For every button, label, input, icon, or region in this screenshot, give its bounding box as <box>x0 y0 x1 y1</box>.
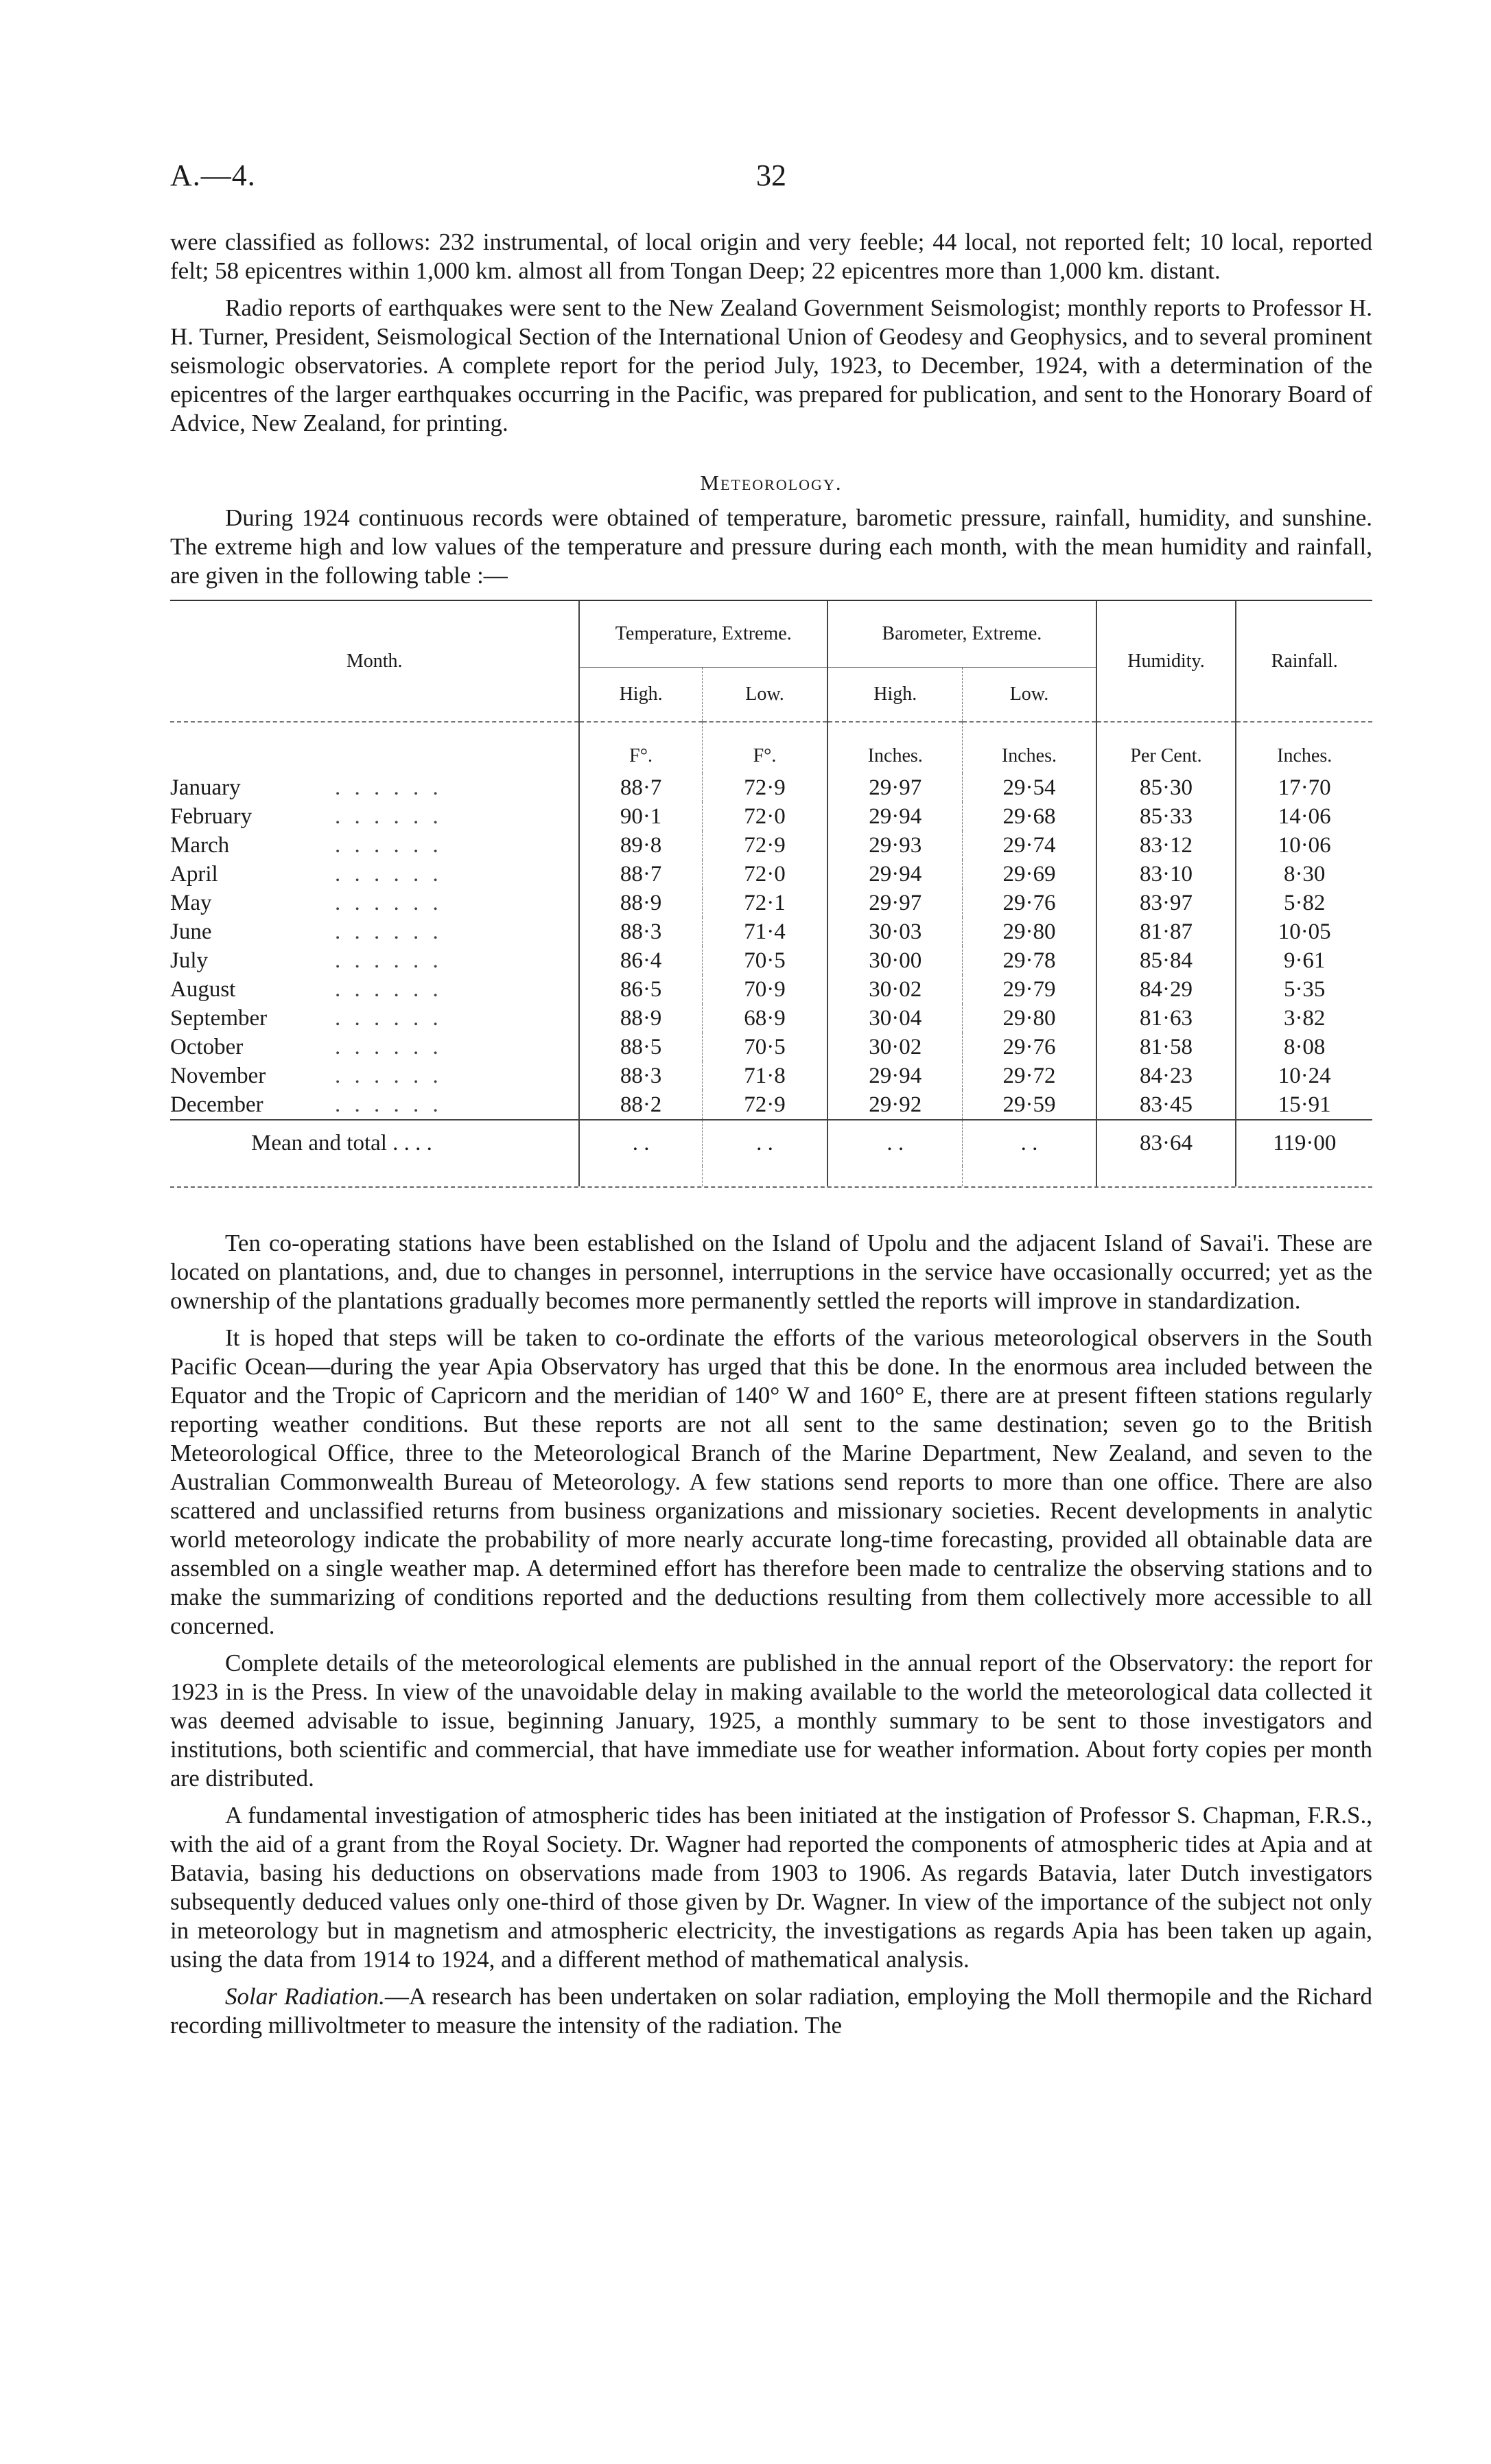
month-name: October <box>170 1035 244 1059</box>
cell-humidity: 84·23 <box>1096 1061 1236 1090</box>
paragraph-atmospheric-tides: A fundamental investigation of atmospheric tides has been initiated at the instigation of Professor S. Chapman, F.R.S., with the aid of a grant from the Royal Society. Dr. Wagner had reported the components of atmospheric tides at Apia and at Batavia, basing his deductions on observations made from 1903 to 1906. As regards Batavia, later Dutch investigators subsequently deduced values only one-third of those given by Dr. Wagner. In view of the importance of the subject not only in meteorology but in magnetism and atmospheric electricity, the investigations as regards Apia has been taken up again, using the data from 1914 to 1924, and a different method of mathematical analysis. <box>170 1802 1372 1973</box>
cell-baro-high: 29·94 <box>827 802 963 831</box>
cell-baro-high: 29·97 <box>827 889 963 917</box>
cell-temp-high: 88·7 <box>579 773 702 802</box>
leader-dots: . . . . . . <box>335 1092 443 1117</box>
leader-dots: . . . . . . <box>335 833 443 858</box>
cell-temp-high: 88·5 <box>579 1033 702 1061</box>
header-baro-low: Low. <box>963 668 1096 723</box>
month-name: May <box>170 891 212 915</box>
header-rainfall: Rainfall. <box>1236 601 1372 722</box>
cell-rainfall: 5·35 <box>1236 975 1372 1004</box>
cell-temp-low: 72·9 <box>702 831 827 860</box>
paragraph-coordinate-observers: It is hoped that steps will be taken to co-ordinate the efforts of the various meteorological observers in the South Pacific Ocean—during the year Apia Observatory has urged that this be done. In the enormous area included between the Equator and the Tropic of Capricorn and the meridian of 140° W and 160° E, there are at present fifteen stations regularly reporting weather conditions. But these reports are not all sent to the same destination; seven go to the British Meteorological Office, three to the Meteorological Branch of the Marine Department, New Zealand, and seven to the Australian Commonwealth Bureau of Meteorology. A few stations send reports to more than one office. There are also scattered and unclassified returns from business organizations and missionary societies. Recent developments in analytic world meteorology indicate the probability of more nearly accurate long-time forecasting, provided all obtainable data are assembled on a single weather map. A determined effort has therefore been made to centralize the observing stations and to make the summarizing of conditions reported and the deductions resulting from them collectively more accessible to all concerned. <box>170 1324 1372 1639</box>
month-name: June <box>170 919 212 944</box>
cell-humidity: 85·30 <box>1096 773 1236 802</box>
cell-temp-low: 72·1 <box>702 889 827 917</box>
unit-temp-low: F°. <box>702 722 827 773</box>
cell-baro-low: 29·68 <box>963 802 1096 831</box>
cell-temp-high: 86·5 <box>579 975 702 1004</box>
cell-baro-high: 30·02 <box>827 975 963 1004</box>
cell-temp-low: 72·9 <box>702 773 827 802</box>
cell-humidity: 84·29 <box>1096 975 1236 1004</box>
mean-temp-high: . . <box>579 1120 702 1166</box>
cell-rainfall: 8·30 <box>1236 860 1372 889</box>
cell-baro-low: 29·59 <box>963 1090 1096 1120</box>
month-name: August <box>170 977 236 1002</box>
cell-rainfall: 5·82 <box>1236 889 1372 917</box>
table-row <box>170 1090 1372 1120</box>
leader-dots: . . . . . . <box>335 1064 443 1088</box>
cell-baro-high: 29·94 <box>827 1061 963 1090</box>
cell-rainfall: 3·82 <box>1236 1004 1372 1033</box>
cell-baro-high: 29·93 <box>827 831 963 860</box>
cell-baro-high: 29·94 <box>827 860 963 889</box>
month-name: November <box>170 1064 266 1088</box>
leader-dots: . . . . . . <box>335 862 443 887</box>
unit-rainfall: Inches. <box>1236 722 1372 773</box>
mean-total-row <box>170 1120 1372 1166</box>
cell-humidity: 81·58 <box>1096 1033 1236 1061</box>
table-row <box>170 975 1372 1004</box>
cell-temp-high: 86·4 <box>579 946 702 975</box>
month-name: April <box>170 862 218 887</box>
cell-temp-high: 88·3 <box>579 917 702 946</box>
cell-temp-low: 71·8 <box>702 1061 827 1090</box>
header-month: Month. <box>170 601 579 722</box>
leader-dots: . . . . . . <box>335 804 443 829</box>
table-row <box>170 773 1372 802</box>
paragraph-cooperating-stations: Ten co-operating stations have been established on the Island of Upolu and the adjacent Island of Savai'i. These are located on plantations, and, due to changes in personnel, interruptions in the service have occasionally occurred; yet as the ownership of the plantations gradually becomes more permanently settled the reports will improve in standardization. <box>170 1230 1372 1314</box>
cell-humidity: 81·87 <box>1096 917 1236 946</box>
cell-temp-low: 72·9 <box>702 1090 827 1120</box>
cell-temp-low: 71·4 <box>702 917 827 946</box>
month-name: March <box>170 833 230 858</box>
table-row <box>170 802 1372 831</box>
cell-rainfall: 10·06 <box>1236 831 1372 860</box>
paragraph-complete-details: Complete details of the meteorological elements are published in the annual report of the Observatory: the report for 1923 in is the Press. In view of the unavoidable delay in making available to the world the meteorological data collected it was deemed advisable to issue, beginning January, 1925, a monthly summary to be sent to those investigators and institutions, both scientific and commercial, that have immediate use for weather information. About forty copies per month are distributed. <box>170 1650 1372 1792</box>
cell-temp-high: 88·2 <box>579 1090 702 1120</box>
mean-baro-high: . . <box>827 1120 963 1166</box>
header-temperature-extreme: Temperature, Extreme. <box>579 601 827 668</box>
meteorology-table <box>170 601 1372 1186</box>
cell-humidity: 83·10 <box>1096 860 1236 889</box>
cell-baro-low: 29·76 <box>963 1033 1096 1061</box>
cell-baro-high: 29·97 <box>827 773 963 802</box>
leader-dots: . . . . . . <box>335 1006 443 1031</box>
month-name: December <box>170 1092 263 1117</box>
cell-baro-low: 29·79 <box>963 975 1096 1004</box>
cell-baro-high: 30·02 <box>827 1033 963 1061</box>
cell-temp-low: 72·0 <box>702 802 827 831</box>
cell-baro-high: 29·92 <box>827 1090 963 1120</box>
mean-baro-low: . . <box>963 1120 1096 1166</box>
cell-rainfall: 17·70 <box>1236 773 1372 802</box>
leader-dots: . . . . . . <box>335 891 443 915</box>
cell-temp-low: 68·9 <box>702 1004 827 1033</box>
leader-dots: . . . . . . <box>335 948 443 973</box>
mean-temp-low: . . <box>702 1120 827 1166</box>
cell-humidity: 85·33 <box>1096 802 1236 831</box>
month-name: July <box>170 948 209 973</box>
paragraph-earthquake-classification: were classified as follows: 232 instrumental, of local origin and very feeble; 44 local, not reported felt; 10 local, reported felt; 58 epicentres within 1,000 km. almost all from Tongan Deep; 22 epicentres more than 1,000 km. distant. <box>170 228 1372 284</box>
cell-humidity: 83·97 <box>1096 889 1236 917</box>
cell-baro-low: 29·76 <box>963 889 1096 917</box>
unit-temp-high: F°. <box>579 722 702 773</box>
header-humidity: Humidity. <box>1096 601 1236 722</box>
cell-temp-high: 88·9 <box>579 889 702 917</box>
leader-dots: . . . . . . <box>335 977 443 1002</box>
cell-baro-high: 30·00 <box>827 946 963 975</box>
units-row <box>170 722 1372 773</box>
cell-rainfall: 10·05 <box>1236 917 1372 946</box>
section-heading-meteorology: Meteorology. <box>700 471 843 495</box>
unit-baro-low: Inches. <box>963 722 1096 773</box>
mean-total-label: Mean and total . . . . <box>251 1131 432 1155</box>
cell-temp-low: 70·5 <box>702 946 827 975</box>
cell-baro-low: 29·74 <box>963 831 1096 860</box>
table-row <box>170 831 1372 860</box>
cell-rainfall: 15·91 <box>1236 1090 1372 1120</box>
cell-temp-high: 88·9 <box>579 1004 702 1033</box>
solar-radiation-text: —A research has been undertaken on solar radiation, employing the Moll thermopile and the Richard recording millivoltmeter to measure the intensity of the radiation. The <box>170 1983 1372 2039</box>
table-row <box>170 1033 1372 1061</box>
cell-humidity: 83·45 <box>1096 1090 1236 1120</box>
month-name: September <box>170 1006 268 1031</box>
page-body <box>170 228 1372 2048</box>
cell-baro-high: 30·04 <box>827 1004 963 1033</box>
unit-humidity: Per Cent. <box>1096 722 1236 773</box>
table-row <box>170 946 1372 975</box>
table-row <box>170 860 1372 889</box>
page-reference: A.—4. <box>170 159 256 192</box>
month-rows <box>170 773 1372 1120</box>
cell-baro-low: 29·69 <box>963 860 1096 889</box>
cell-humidity: 81·63 <box>1096 1004 1236 1033</box>
mean-humidity: 83·64 <box>1096 1120 1236 1166</box>
paragraph-radio-reports: Radio reports of earthquakes were sent to the New Zealand Government Seismologist; monthly reports to Professor H. H. Turner, President, Seismological Section of the International Union of Geodesy and Geophysics, and to several prominent seismologic observatories. A complete report for the period July, 1923, to December, 1924, with a determination of the epicentres of the larger earthquakes occurring in the Pacific, was prepared for publication, and sent to the Honorary Board of Advice, New Zealand, for printing. <box>170 294 1372 436</box>
cell-baro-low: 29·54 <box>963 773 1096 802</box>
page-number: 32 <box>756 159 786 192</box>
cell-baro-low: 29·72 <box>963 1061 1096 1090</box>
cell-baro-low: 29·78 <box>963 946 1096 975</box>
cell-rainfall: 14·06 <box>1236 802 1372 831</box>
cell-temp-low: 72·0 <box>702 860 827 889</box>
cell-rainfall: 8·08 <box>1236 1033 1372 1061</box>
solar-radiation-title: Solar Radiation. <box>225 1983 385 2010</box>
cell-temp-high: 88·3 <box>579 1061 702 1090</box>
paragraph-meteorology-intro: During 1924 continuous records were obtained of temperature, barometic pressure, rainfall, humidity, and sunshine. The extreme high and low values of the temperature and pressure during each month, with the mean humidity and rainfall, are given in the following table :— <box>170 504 1372 589</box>
cell-temp-high: 88·7 <box>579 860 702 889</box>
header-temp-high: High. <box>579 668 702 723</box>
page-header <box>170 158 1372 199</box>
header-temp-low: Low. <box>702 668 827 723</box>
header-baro-high: High. <box>827 668 963 723</box>
cell-temp-high: 89·8 <box>579 831 702 860</box>
cell-baro-low: 29·80 <box>963 1004 1096 1033</box>
cell-temp-low: 70·9 <box>702 975 827 1004</box>
leader-dots: . . . . . . <box>335 1035 443 1059</box>
month-name: February <box>170 804 253 829</box>
cell-temp-high: 90·1 <box>579 802 702 831</box>
cell-baro-low: 29·80 <box>963 917 1096 946</box>
total-rainfall: 119·00 <box>1236 1120 1372 1166</box>
table-row <box>170 1061 1372 1090</box>
leader-dots: . . . . . . <box>335 919 443 944</box>
cell-baro-high: 30·03 <box>827 917 963 946</box>
paragraph-solar-radiation <box>170 1982 1372 2040</box>
cell-rainfall: 10·24 <box>1236 1061 1372 1090</box>
table-row <box>170 917 1372 946</box>
header-barometer-extreme: Barometer, Extreme. <box>827 601 1096 668</box>
table-row <box>170 889 1372 917</box>
cell-rainfall: 9·61 <box>1236 946 1372 975</box>
meteorology-table-container <box>170 600 1372 1188</box>
unit-baro-high: Inches. <box>827 722 963 773</box>
leader-dots: . . . . . . <box>335 775 443 800</box>
cell-humidity: 85·84 <box>1096 946 1236 975</box>
month-name: January <box>170 775 241 800</box>
table-row <box>170 1004 1372 1033</box>
cell-humidity: 83·12 <box>1096 831 1236 860</box>
cell-temp-low: 70·5 <box>702 1033 827 1061</box>
